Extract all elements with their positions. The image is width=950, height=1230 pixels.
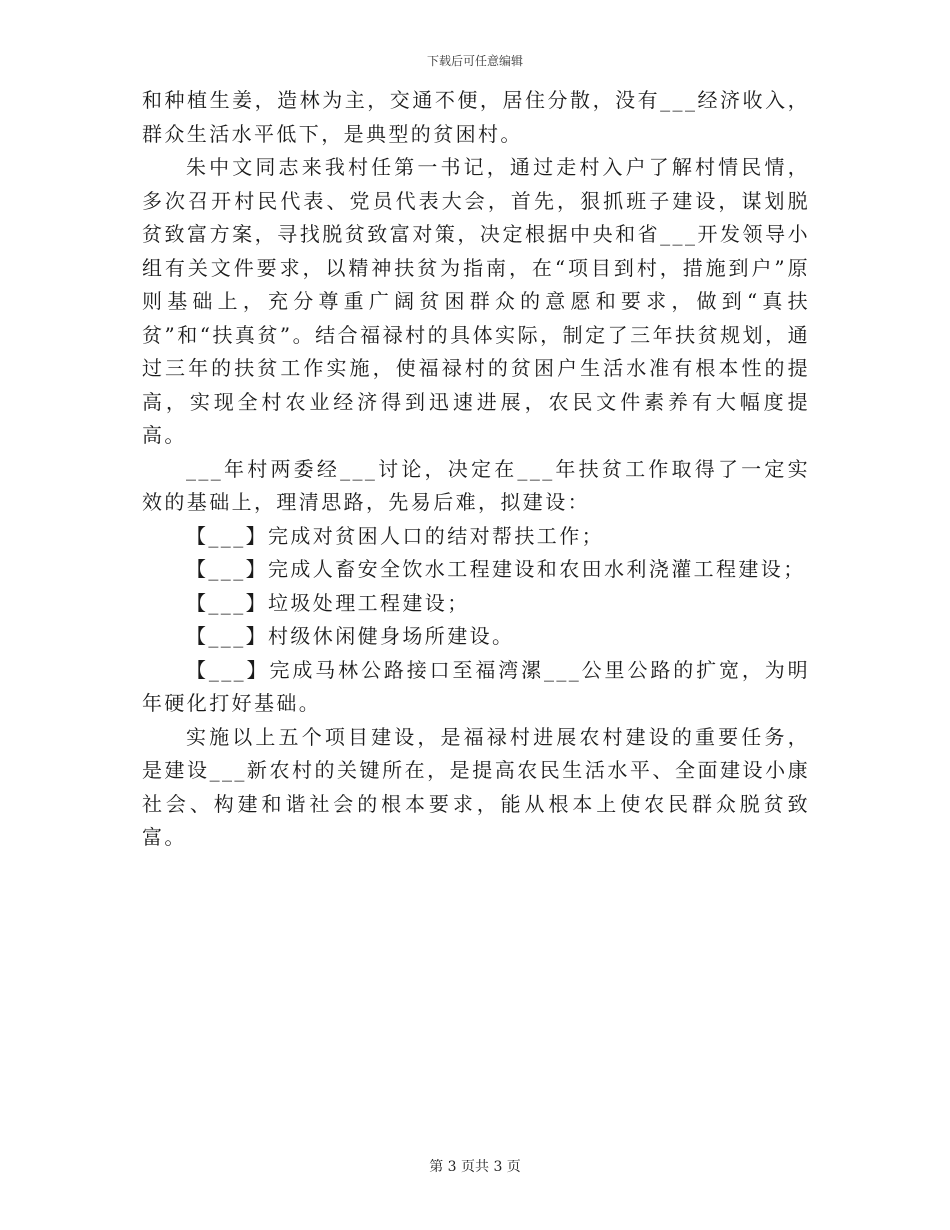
list-item-water-project: 【___】完成人畜安全饮水工程建设和农田水利浇灌工程建设；	[186, 557, 806, 581]
list-item-fitness-venue: 【___】村级休闲健身场所建设。	[186, 624, 515, 648]
paragraph-continuation: 和种植生姜，造林为主，交通不便，居住分散，没有___经济收入，群众生活水平低下，是典型的贫困村。	[142, 88, 810, 146]
header-note: 下载后可任意编辑	[426, 54, 523, 68]
list-item-road-widening: 【___】完成马林公路接口至福湾漯___公里公路的扩宽，为明年硬化打好基础。	[142, 657, 810, 715]
paragraph-first-secretary: 朱中文同志来我村任第一书记，通过走村入户了解村情民情，多次召开村民代表、党员代表大会，首先，狠抓班子建设，谋划脱贫致富方案，寻找脱贫致富对策，决定根据中央和省___开发领导小组有关文件要求，以精神扶贫为指南，在“项目到村，措施到户”原则基础上，充分尊重广阔贫困群众的意愿和要求，做到“真扶贫”和“扶真贫”。结合福禄村的具体实际，制定了三年扶贫规划，通过三年的扶贫工作实施，使福禄村的贫困户生活水准有根本性的提高，实现全村农业经济得到迅速进展，农民文件素养有大幅度提高。	[142, 155, 810, 447]
list-item-pairing-assistance: 【___】完成对贫困人口的结对帮扶工作；	[186, 523, 604, 548]
list-item-garbage-project: 【___】垃圾处理工程建设；	[186, 590, 470, 615]
document-body	[142, 84, 810, 855]
paragraph-conclusion: 实施以上五个项目建设，是福禄村进展农村建设的重要任务，是建设___新农村的关键所在，是提高农民生活水平、全面建设小康社会、构建和谐社会的根本要求，能从根本上使农民群众脱贫致富。	[142, 724, 810, 849]
page-number: 第 3 页共 3 页	[429, 1159, 521, 1175]
paragraph-plan-intro: ___年村两委经___讨论，决定在___年扶贫工作取得了一定实效的基础上，理清思路，先易后难，拟建设：	[142, 456, 810, 514]
